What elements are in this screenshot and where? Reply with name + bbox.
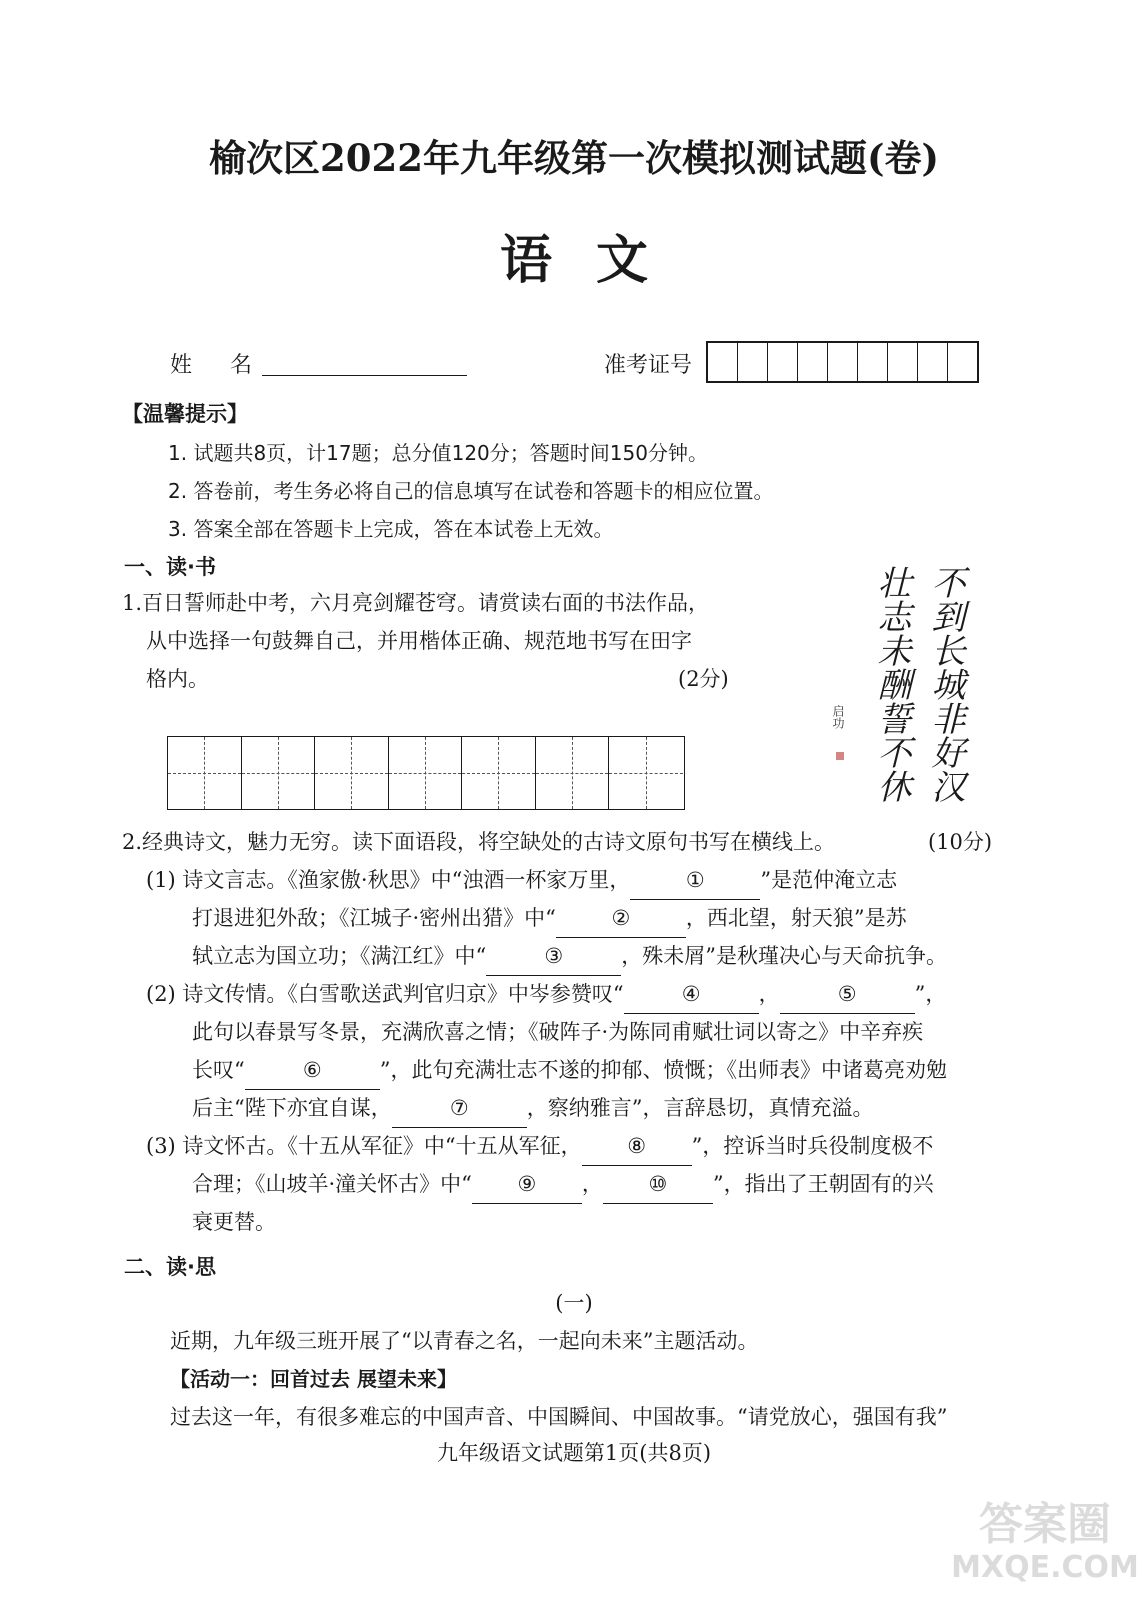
exam-id-box[interactable] [798, 343, 828, 381]
answer-blank[interactable]: ② [556, 899, 686, 938]
tianzi-grid[interactable] [167, 736, 685, 810]
q2-paragraph-1: 轼立志为国立功；《满江红》中“ ③ ，殊未屑”是秋瑾决心与天命抗争。 [192, 937, 947, 976]
tianzi-cell[interactable] [536, 737, 610, 809]
question-1-line: 格内。 [146, 667, 209, 691]
tianzi-cell[interactable] [168, 737, 242, 809]
calligraphy-signature: 启功 [831, 705, 845, 729]
activity-intro: 近期，九年级三班开展了“以青春之名，一起向未来”主题活动。 [170, 1329, 759, 1353]
exam-id-box[interactable] [738, 343, 768, 381]
answer-blank[interactable]: ④ [624, 975, 759, 1014]
name-label: 姓名 [170, 353, 291, 378]
q2-paragraph-2: 长叹“ ⑥ ”，此句充满壮志不遂的抑郁、愤慨；《出师表》中诸葛亮劝勉 [192, 1051, 947, 1090]
question-1-score: (2分) [678, 667, 729, 691]
q2-paragraph-2: 后主“陛下亦宜自谋， ⑦ ，察纳雅言”，言辞恳切，真情充溢。 [192, 1089, 873, 1128]
tip-item: 2. 答卷前，考生务必将自己的信息填写在试卷和答题卡的相应位置。 [168, 479, 774, 503]
answer-blank[interactable]: ⑥ [245, 1051, 380, 1090]
exam-id-box[interactable] [888, 343, 918, 381]
exam-id-box[interactable] [918, 343, 948, 381]
tianzi-cell[interactable] [462, 737, 536, 809]
tips-heading: 【温馨提示】 [122, 402, 248, 426]
activity-text: 过去这一年，有很多难忘的中国声音、中国瞬间、中国故事。“请党放心，强国有我” [170, 1405, 948, 1429]
q2-paragraph-1: 打退进犯外敌；《江城子·密州出猎》中“ ② ，西北望，射天狼”是苏 [192, 899, 907, 938]
exam-id-box[interactable] [858, 343, 888, 381]
q2-paragraph-2: (2) 诗文传情。《白雪歌送武判官归京》中岑参赞叹“ ④ ， ⑤ ”， [146, 975, 946, 1014]
q2-paragraph-2: 此句以春景写冬景，充满欣喜之情；《破阵子·为陈同甫赋壮词以寄之》中辛弃疾 [192, 1020, 924, 1044]
answer-blank[interactable]: ③ [486, 937, 621, 976]
answer-blank[interactable]: ⑦ [392, 1089, 527, 1128]
part-label: (一) [555, 1291, 593, 1315]
question-1-line: 从中选择一句鼓舞自己，并用楷体正确、规范地书写在田字 [146, 629, 692, 653]
exam-id-box[interactable] [828, 343, 858, 381]
q2-paragraph-3: 衰更替。 [192, 1210, 276, 1234]
section-heading: 二、读·思 [124, 1255, 216, 1279]
q2-paragraph-3: (3) 诗文怀古。《十五从军征》中“十五从军征， ⑧ ”，控诉当时兵役制度极不 [146, 1127, 933, 1166]
page-footer: 九年级语文试题第1页(共8页) [436, 1441, 712, 1465]
watermark-logo [950, 1500, 1140, 1595]
q2-paragraph-1: (1) 诗文言志。《渔家傲·秋思》中“浊酒一杯家万里， ① ”是范仲淹立志 [146, 861, 897, 900]
exam-id-box[interactable] [708, 343, 738, 381]
tianzi-cell[interactable] [242, 737, 316, 809]
answer-blank[interactable]: ⑧ [582, 1127, 692, 1166]
answer-blank[interactable]: ⑨ [472, 1165, 582, 1204]
question-1-line: 1.百日誓师赴中考，六月亮剑耀苍穹。请赏读右面的书法作品， [122, 591, 710, 615]
section-heading: 一、读·书 [124, 555, 216, 579]
calligraphy-line-left: 壮志未酬誓不休 [871, 565, 911, 803]
exam-id-box[interactable] [948, 343, 977, 381]
tianzi-cell[interactable] [315, 737, 389, 809]
tianzi-cell[interactable] [609, 737, 683, 809]
answer-blank[interactable]: ⑤ [780, 975, 915, 1014]
tip-item: 1. 试题共8页，计17题；总分值120分；答题时间150分钟。 [168, 441, 708, 465]
exam-id-box[interactable] [768, 343, 798, 381]
exam-title: 榆次区2022年九年级第一次模拟测试题(卷) [209, 136, 939, 180]
activity-heading: 【活动一：回首过去 展望未来】 [170, 1367, 457, 1391]
exam-id-label: 准考证号 [604, 353, 693, 378]
watermark-url: MXQE.COM [951, 1550, 1139, 1585]
answer-blank[interactable]: ⑩ [603, 1165, 713, 1204]
exam-id-boxes[interactable] [706, 341, 979, 383]
question-2-intro: 2.经典诗文，魅力无穷。读下面语段，将空缺处的古诗文原句书写在横线上。 [122, 830, 836, 854]
question-2-score: (10分) [928, 830, 993, 854]
tip-item: 3. 答案全部在答题卡上完成，答在本试卷上无效。 [168, 517, 614, 541]
watermark-text: 答案圈 [979, 1499, 1111, 1550]
calligraphy-line-right: 不到长城非好汉 [925, 565, 965, 803]
subject-title: 语文 [499, 230, 692, 291]
answer-blank[interactable]: ① [630, 861, 760, 900]
tianzi-cell[interactable] [389, 737, 463, 809]
q2-paragraph-3: 合理；《山坡羊·潼关怀古》中“ ⑨ ， ⑩ ”，指出了王朝固有的兴 [192, 1165, 934, 1204]
name-field[interactable] [262, 375, 467, 376]
seal-stamp-icon [836, 752, 844, 760]
